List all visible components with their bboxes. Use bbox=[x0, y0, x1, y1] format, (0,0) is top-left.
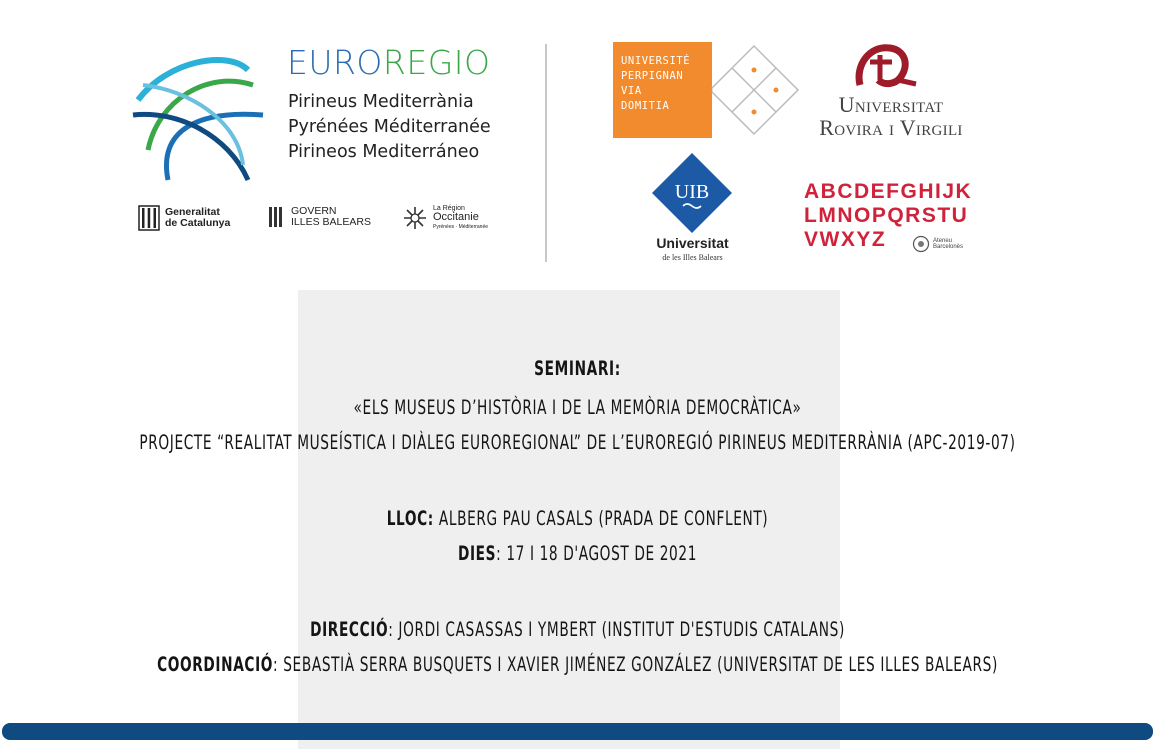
uib-emblem-icon bbox=[651, 152, 733, 234]
partner-occitanie: La Région Occitanie Pyrénées · Méditerranée bbox=[402, 205, 488, 231]
urv-wordmark: Universitat Rovira i Virgili bbox=[819, 92, 963, 140]
abc-line-2: LMNOPQRSTU bbox=[804, 204, 969, 227]
header-divider bbox=[545, 44, 547, 262]
seminar-label: SEMINARI: bbox=[534, 357, 621, 380]
govern-balears-icon bbox=[268, 205, 286, 229]
seminar-dates: DIES: 17 I 18 D'AGOST DE 2021 bbox=[457, 542, 698, 565]
abc-line-1: ABCDEFGHIJK bbox=[804, 180, 973, 203]
partner-generalitat: Generalitat de Catalunya bbox=[138, 205, 230, 231]
seminar-project: PROJECTE “REALITAT MUSEÍSTICA I DIÀLEG EUROREGIONAL” DE L’EUROREGIÓ PIRINEUS MEDITERRÀNIA (APC-2019-07) bbox=[139, 431, 1016, 454]
euroregio-line-fr: Pyrénées Méditerranée bbox=[288, 117, 491, 137]
seminar-place: LLOC: ALBERG PAU CASALS (PRADA DE CONFLENT) bbox=[386, 507, 769, 530]
euroregio-line-es: Pirineos Mediterráneo bbox=[288, 142, 480, 162]
euroregio-wordmark: EUROREGIO bbox=[287, 43, 491, 82]
seminar-direction: DIRECCIÓ: JORDI CASASSAS I YMBERT (INSTITUT D'ESTUDIS CATALANS) bbox=[310, 618, 845, 641]
occitanie-cross-icon bbox=[402, 205, 428, 231]
upvd-text: UNIVERSITÉ PERPIGNAN VIA DOMITIA bbox=[621, 55, 691, 112]
ateneu-icon bbox=[912, 235, 930, 253]
svg-text:UIB: UIB bbox=[674, 181, 710, 203]
ateneu-logo: Ateneu Barcelonès bbox=[912, 235, 963, 253]
euroregio-emblem-icon bbox=[128, 40, 268, 190]
upvd-diamond-icon bbox=[708, 42, 800, 138]
uib-subtitle: de les Illes Balears bbox=[662, 253, 723, 262]
bottom-bar bbox=[2, 723, 1153, 740]
uib-name: Universitat bbox=[656, 235, 729, 251]
urv-emblem-icon bbox=[850, 40, 920, 90]
abc-line-3: VWXYZ bbox=[804, 228, 887, 251]
euroregio-line-ca: Pirineus Mediterrània bbox=[288, 92, 474, 112]
seminar-title: «ELS MUSEUS D’HISTÒRIA I DE LA MEMÒRIA DEMOCRÀTICA» bbox=[353, 396, 802, 419]
upvd-logo bbox=[613, 42, 712, 138]
partner-govern-illes-balears: GOVERN ILLES BALEARS bbox=[268, 205, 371, 229]
generalitat-icon bbox=[138, 205, 160, 231]
seminar-coordination: COORDINACIÓ: SEBASTIÀ SERRA BUSQUETS I XAVIER JIMÉNEZ GONZÁLEZ (UNIVERSITAT DE LES ILLES BALEARS) bbox=[157, 653, 998, 676]
